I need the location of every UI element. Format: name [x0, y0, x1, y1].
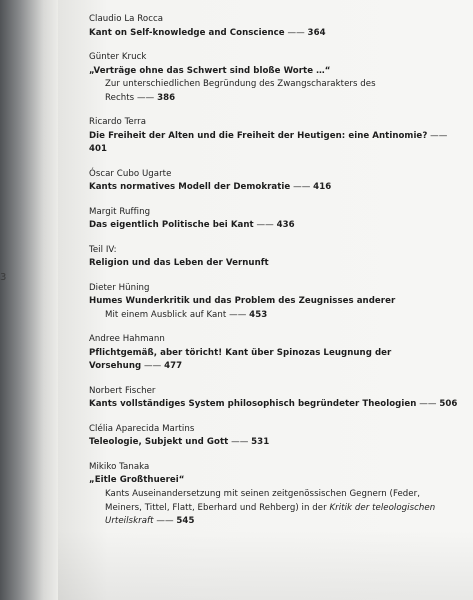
- author: Günter Kruck: [89, 51, 147, 62]
- toc-entry-la-rocca: [89, 13, 464, 40]
- title: Humes Wunderkritik und das Problem des Zeugnisses anderer: [89, 296, 396, 307]
- page-shadow: [58, 530, 473, 600]
- author: Norbert Fischer: [89, 385, 156, 396]
- author: Clélia Aparecida Martins: [89, 423, 195, 434]
- dash: ——: [293, 182, 311, 193]
- subtitle-line: Mit einem Ausblick auf Kant: [105, 309, 227, 320]
- author: Dieter Hüning: [89, 282, 150, 293]
- title: Teleologie, Subjekt und Gott: [89, 437, 229, 448]
- toc-entry-martins: [89, 423, 464, 450]
- page-number: 364: [307, 27, 326, 38]
- dash: ——: [256, 220, 274, 231]
- page-number: 436: [276, 220, 295, 231]
- toc-entry-ruffing: [89, 206, 464, 233]
- dash: ——: [231, 437, 249, 448]
- subtitle-italic: Kritik der teleologischen: [329, 502, 436, 513]
- title: Pflichtgemäß, aber töricht! Kant über Spinozas Leugnung der: [89, 347, 392, 358]
- title: Die Freiheit der Alten und die Freiheit der Heutigen: eine Antinomie?: [89, 130, 428, 141]
- author: Mikiko Tanaka: [89, 461, 150, 472]
- part-title: Religion und das Leben der Vernunft: [89, 258, 269, 269]
- page-number: 386: [157, 92, 176, 103]
- dash: ——: [430, 130, 448, 141]
- dash: ——: [144, 361, 162, 372]
- toc-entry-terra: [89, 116, 464, 157]
- toc-entry-fischer: [89, 385, 464, 412]
- author: Margit Ruffing: [89, 206, 151, 217]
- part-label: Teil IV:: [89, 244, 117, 255]
- toc-entry-kruck: [89, 51, 464, 105]
- dash: ——: [419, 399, 437, 410]
- table-of-contents: [89, 13, 464, 540]
- page-number: 531: [251, 437, 270, 448]
- dash: ——: [156, 516, 174, 527]
- title: „Eitle Großthuerei“: [89, 475, 185, 486]
- subtitle-line: Zur unterschiedlichen Begründung des Zwangscharakters des: [105, 79, 376, 90]
- page-number: 401: [89, 144, 108, 155]
- subtitle-line: Rechts: [105, 92, 135, 103]
- page-number: 506: [439, 399, 458, 410]
- author: Ricardo Terra: [89, 117, 147, 128]
- page-number: 453: [249, 309, 268, 320]
- toc-entry-huening: [89, 282, 464, 323]
- subtitle-italic: Urteilskraft: [105, 516, 154, 527]
- title: Kant on Self-knowledge and Conscience: [89, 27, 285, 38]
- title: Kants vollständiges System philosophisch begründeter Theologien: [89, 399, 417, 410]
- author: Óscar Cubo Ugarte: [89, 168, 172, 179]
- title: Kants normatives Modell der Demokratie: [89, 182, 291, 193]
- dash: ——: [287, 27, 305, 38]
- toc-entry-cubo-ugarte: [89, 168, 464, 195]
- page-number: 477: [164, 361, 183, 372]
- toc-part-heading: [89, 244, 464, 271]
- author: Claudio La Rocca: [89, 14, 164, 24]
- dash: ——: [137, 92, 155, 103]
- author: Andree Hahmann: [89, 334, 165, 345]
- toc-entry-tanaka: [89, 461, 464, 529]
- page-number: 545: [176, 516, 195, 527]
- title: Vorsehung: [89, 361, 142, 372]
- subtitle-line: Kants Auseinandersetzung mit seinen zeitgenössischen Gegnern (Feder,: [105, 489, 421, 499]
- toc-entry-hahmann: [89, 333, 464, 374]
- book-page: [58, 0, 473, 600]
- title: Das eigentlich Politische bei Kant: [89, 220, 254, 231]
- title: „Verträge ohne das Schwert sind bloße Worte …“: [89, 65, 331, 76]
- facing-page-number: 3: [0, 272, 7, 283]
- subtitle-line: Meiners, Tittel, Flatt, Eberhard und Rehberg) in der: [105, 502, 327, 513]
- left-page-gutter: [0, 0, 58, 600]
- dash: ——: [229, 309, 247, 320]
- page-number: 416: [313, 182, 332, 193]
